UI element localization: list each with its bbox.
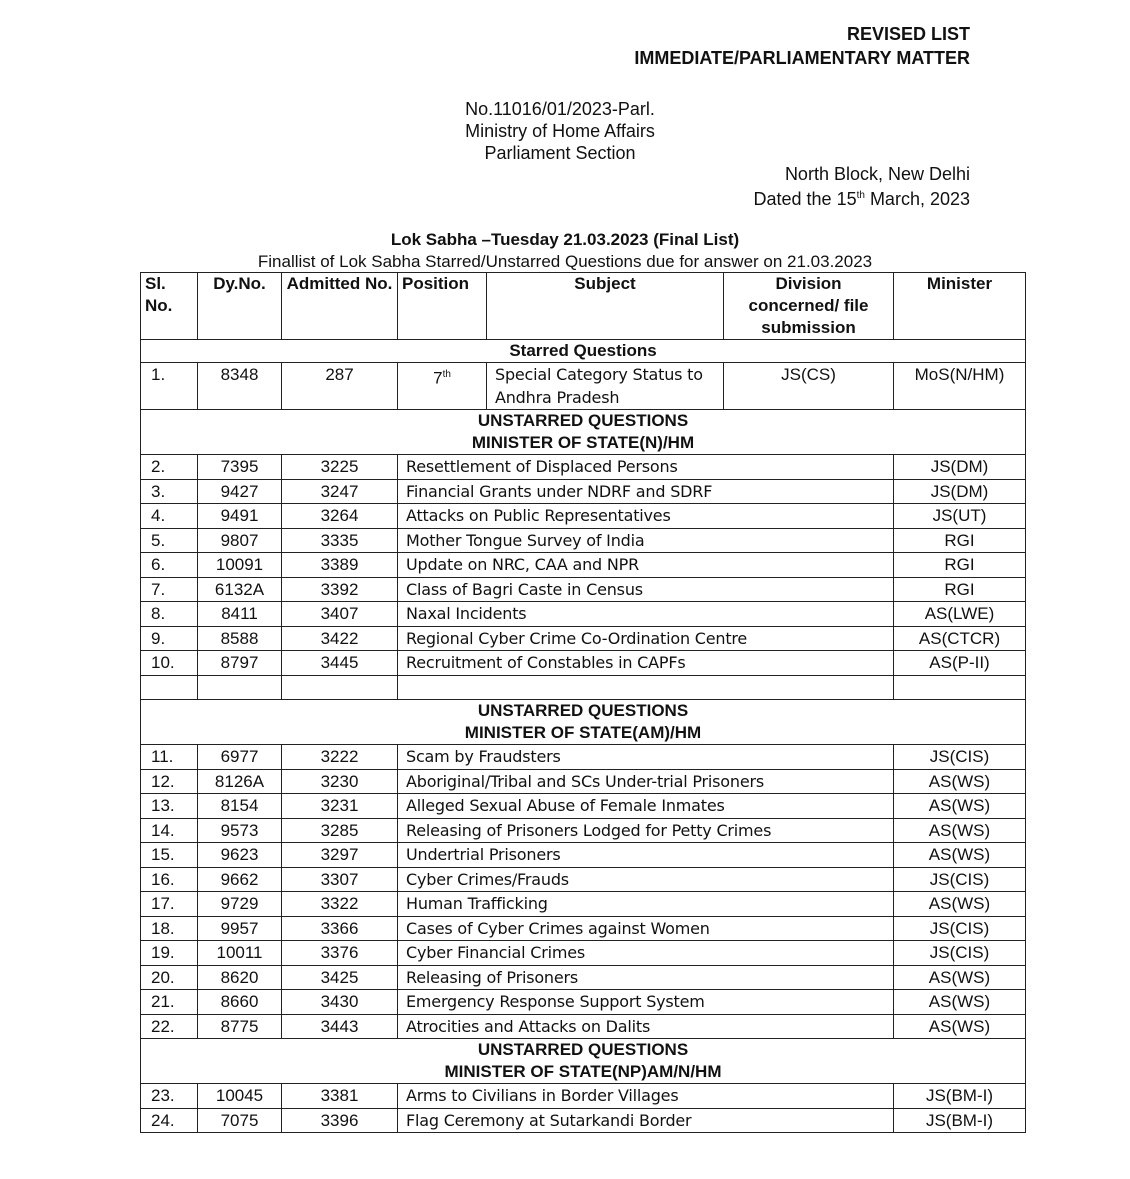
- table-row: [141, 745, 1026, 770]
- cell-subject: Releasing of Prisoners Lodged for Petty Crimes: [398, 818, 894, 843]
- cell-subject: Emergency Response Support System: [398, 990, 894, 1015]
- cell-admitted: 3381: [282, 1084, 398, 1109]
- cell-sl: 23.: [141, 1084, 198, 1109]
- cell-dy: 6132A: [198, 577, 282, 602]
- cell-sl: 7.: [141, 577, 198, 602]
- cell-sl: [141, 675, 198, 700]
- cell-subject: Recruitment of Constables in CAPFs: [398, 651, 894, 676]
- section-heading-cell: [141, 1039, 1026, 1084]
- cell-division: JS(DM): [894, 479, 1026, 504]
- cell-admitted: 287: [282, 363, 398, 410]
- cell-sl: 19.: [141, 941, 198, 966]
- cell-subject: Update on NRC, CAA and NPR: [398, 553, 894, 578]
- cell-dy: 9623: [198, 843, 282, 868]
- cell-subject: Financial Grants under NDRF and SDRF: [398, 479, 894, 504]
- table-row: [141, 1084, 1026, 1109]
- section-minister: MINISTER OF STATE(N)/HM: [471, 433, 695, 452]
- table-row: [141, 363, 1026, 410]
- cell-sl: 12.: [141, 769, 198, 794]
- questions-table: [140, 272, 1026, 1133]
- ministry-name: Ministry of Home Affairs: [465, 121, 655, 141]
- cell-dy: 8588: [198, 626, 282, 651]
- cell-admitted: 3322: [282, 892, 398, 917]
- cell-dy: 9662: [198, 867, 282, 892]
- section-heading-cell: [141, 410, 1026, 455]
- cell-subject: Resettlement of Displaced Persons: [398, 455, 894, 480]
- table-row: [141, 651, 1026, 676]
- cell-division: JS(DM): [894, 455, 1026, 480]
- cell-dy: 7395: [198, 455, 282, 480]
- table-row: [141, 818, 1026, 843]
- cell-sl: 22.: [141, 1014, 198, 1039]
- cell-dy: 7075: [198, 1108, 282, 1133]
- cell-admitted: 3335: [282, 528, 398, 553]
- cell-subject: Releasing of Prisoners: [398, 965, 894, 990]
- cell-admitted: 3307: [282, 867, 398, 892]
- cell-admitted: 3222: [282, 745, 398, 770]
- matter-label: IMMEDIATE/PARLIAMENTARY MATTER: [634, 48, 970, 68]
- place-date-block: [754, 163, 970, 210]
- cell-division: AS(WS): [894, 794, 1026, 819]
- cell-division: RGI: [894, 528, 1026, 553]
- cell-sl: 3.: [141, 479, 198, 504]
- cell-subject: Cyber Crimes/Frauds: [398, 867, 894, 892]
- cell-subject: Cases of Cyber Crimes against Women: [398, 916, 894, 941]
- cell-subject: Special Category Status to Andhra Pradesh: [487, 363, 724, 410]
- cell-subject: Class of Bagri Caste in Census: [398, 577, 894, 602]
- cell-division: [894, 675, 1026, 700]
- date: Dated the 15th March, 2023: [753, 189, 970, 209]
- cell-admitted: 3430: [282, 990, 398, 1015]
- table-row: [141, 769, 1026, 794]
- cell-admitted: 3396: [282, 1108, 398, 1133]
- cell-division: JS(CIS): [894, 941, 1026, 966]
- cell-subject: Aboriginal/Tribal and SCs Under-trial Prisoners: [398, 769, 894, 794]
- cell-division: AS(WS): [894, 769, 1026, 794]
- cell-sl: 16.: [141, 867, 198, 892]
- cell-dy: 8348: [198, 363, 282, 410]
- col-sl: Sl. No.: [141, 273, 198, 340]
- cell-position: 7th: [398, 363, 487, 410]
- section-heading: [141, 410, 1026, 455]
- cell-admitted: 3425: [282, 965, 398, 990]
- table-row: [141, 577, 1026, 602]
- cell-division: JS(UT): [894, 504, 1026, 529]
- section-name: Parliament Section: [484, 143, 636, 163]
- cell-dy: 8411: [198, 602, 282, 627]
- cell-sl: 1.: [141, 363, 198, 410]
- starred-heading: Starred Questions: [141, 340, 1026, 363]
- cell-subject: Undertrial Prisoners: [398, 843, 894, 868]
- cell-subject: Mother Tongue Survey of India: [398, 528, 894, 553]
- cell-admitted: 3443: [282, 1014, 398, 1039]
- cell-division: AS(LWE): [894, 602, 1026, 627]
- cell-admitted: [282, 675, 398, 700]
- cell-division: AS(CTCR): [894, 626, 1026, 651]
- table-row: [141, 479, 1026, 504]
- col-division: Division concerned/ file submission: [724, 273, 894, 340]
- section-heading-starred: [141, 340, 1026, 363]
- cell-division: AS(WS): [894, 990, 1026, 1015]
- cell-division: AS(WS): [894, 892, 1026, 917]
- cell-sl: 11.: [141, 745, 198, 770]
- cell-admitted: 3225: [282, 455, 398, 480]
- cell-dy: 8775: [198, 1014, 282, 1039]
- table-row: [141, 867, 1026, 892]
- section-title: UNSTARRED QUESTIONS: [477, 411, 689, 430]
- cell-admitted: 3231: [282, 794, 398, 819]
- table-row: [141, 602, 1026, 627]
- cell-sl: 18.: [141, 916, 198, 941]
- cell-dy: 8620: [198, 965, 282, 990]
- cell-sl: 20.: [141, 965, 198, 990]
- col-position: Position: [398, 273, 487, 340]
- cell-division: JS(CIS): [894, 745, 1026, 770]
- table-row: [141, 916, 1026, 941]
- cell-subject: Alleged Sexual Abuse of Female Inmates: [398, 794, 894, 819]
- cell-dy: 9957: [198, 916, 282, 941]
- table-row: [141, 626, 1026, 651]
- section-title: UNSTARRED QUESTIONS: [477, 701, 689, 720]
- section-heading: [141, 1039, 1026, 1084]
- section-heading: [141, 700, 1026, 745]
- cell-dy: 6977: [198, 745, 282, 770]
- cell-sl: 2.: [141, 455, 198, 480]
- file-number: No.11016/01/2023-Parl.: [465, 99, 655, 119]
- cell-sl: 17.: [141, 892, 198, 917]
- cell-sl: 9.: [141, 626, 198, 651]
- cell-dy: [198, 675, 282, 700]
- table-row: [141, 553, 1026, 578]
- cell-sl: 15.: [141, 843, 198, 868]
- document-subtitle: Finallist of Lok Sabha Starred/Unstarred Questions due for answer on 21.03.2023: [257, 252, 873, 271]
- cell-admitted: 3264: [282, 504, 398, 529]
- cell-subject: Cyber Financial Crimes: [398, 941, 894, 966]
- cell-subject: Naxal Incidents: [398, 602, 894, 627]
- cell-dy: 8797: [198, 651, 282, 676]
- table-row: [141, 675, 1026, 700]
- section-minister: MINISTER OF STATE(AM)/HM: [464, 723, 702, 742]
- table-row: [141, 965, 1026, 990]
- cell-subject: Arms to Civilians in Border Villages: [398, 1084, 894, 1109]
- document-title: Lok Sabha –Tuesday 21.03.2023 (Final List): [390, 230, 740, 249]
- cell-division: AS(WS): [894, 843, 1026, 868]
- cell-dy: 10091: [198, 553, 282, 578]
- section-title: UNSTARRED QUESTIONS: [477, 1040, 689, 1059]
- table-row: [141, 990, 1026, 1015]
- cell-dy: 8154: [198, 794, 282, 819]
- cell-admitted: 3230: [282, 769, 398, 794]
- cell-admitted: 3445: [282, 651, 398, 676]
- cell-division: AS(P-II): [894, 651, 1026, 676]
- section-heading-cell: [141, 700, 1026, 745]
- col-subject: Subject: [487, 273, 724, 340]
- cell-admitted: 3389: [282, 553, 398, 578]
- cell-division: JS(BM-I): [894, 1084, 1026, 1109]
- cell-subject: Human Trafficking: [398, 892, 894, 917]
- table-row: [141, 941, 1026, 966]
- cell-subject: [398, 675, 894, 700]
- document-header: [634, 22, 970, 70]
- cell-sl: 21.: [141, 990, 198, 1015]
- table-row: [141, 794, 1026, 819]
- cell-dy: 8660: [198, 990, 282, 1015]
- cell-subject: Scam by Fraudsters: [398, 745, 894, 770]
- cell-division: JS(BM-I): [894, 1108, 1026, 1133]
- table-row: [141, 892, 1026, 917]
- cell-admitted: 3366: [282, 916, 398, 941]
- cell-division: AS(WS): [894, 818, 1026, 843]
- cell-division: JS(CS): [724, 363, 894, 410]
- cell-sl: 13.: [141, 794, 198, 819]
- cell-dy: 9729: [198, 892, 282, 917]
- cell-division: JS(CIS): [894, 916, 1026, 941]
- cell-subject: Attacks on Public Representatives: [398, 504, 894, 529]
- cell-admitted: 3247: [282, 479, 398, 504]
- cell-dy: 9573: [198, 818, 282, 843]
- cell-division: JS(CIS): [894, 867, 1026, 892]
- cell-admitted: 3422: [282, 626, 398, 651]
- place: North Block, New Delhi: [784, 164, 970, 184]
- office-block: [0, 98, 1120, 164]
- cell-division: RGI: [894, 577, 1026, 602]
- col-admitted: Admitted No.: [282, 273, 398, 340]
- table-row: [141, 504, 1026, 529]
- cell-admitted: 3297: [282, 843, 398, 868]
- cell-subject: Atrocities and Attacks on Dalits: [398, 1014, 894, 1039]
- table-row: [141, 528, 1026, 553]
- table-row: [141, 1014, 1026, 1039]
- cell-dy: 10045: [198, 1084, 282, 1109]
- cell-sl: 24.: [141, 1108, 198, 1133]
- table-header-row: [141, 273, 1026, 340]
- col-dy: Dy.No.: [198, 273, 282, 340]
- cell-admitted: 3407: [282, 602, 398, 627]
- cell-sl: 4.: [141, 504, 198, 529]
- cell-dy: 9491: [198, 504, 282, 529]
- section-minister: MINISTER OF STATE(NP)AM/N/HM: [444, 1062, 722, 1081]
- cell-minister: MoS(N/HM): [894, 363, 1026, 410]
- table-row: [141, 843, 1026, 868]
- cell-dy: 9427: [198, 479, 282, 504]
- cell-division: AS(WS): [894, 1014, 1026, 1039]
- col-minister: Minister: [894, 273, 1026, 340]
- cell-sl: 14.: [141, 818, 198, 843]
- revised-list-label: REVISED LIST: [846, 24, 970, 44]
- cell-dy: 8126A: [198, 769, 282, 794]
- cell-division: AS(WS): [894, 965, 1026, 990]
- table-row: [141, 1108, 1026, 1133]
- cell-admitted: 3376: [282, 941, 398, 966]
- cell-sl: 10.: [141, 651, 198, 676]
- cell-sl: 5.: [141, 528, 198, 553]
- cell-dy: 9807: [198, 528, 282, 553]
- cell-sl: 6.: [141, 553, 198, 578]
- cell-division: RGI: [894, 553, 1026, 578]
- cell-admitted: 3392: [282, 577, 398, 602]
- table-row: [141, 455, 1026, 480]
- cell-sl: 8.: [141, 602, 198, 627]
- cell-subject: Regional Cyber Crime Co-Ordination Centre: [398, 626, 894, 651]
- cell-subject: Flag Ceremony at Sutarkandi Border: [398, 1108, 894, 1133]
- cell-dy: 10011: [198, 941, 282, 966]
- cell-admitted: 3285: [282, 818, 398, 843]
